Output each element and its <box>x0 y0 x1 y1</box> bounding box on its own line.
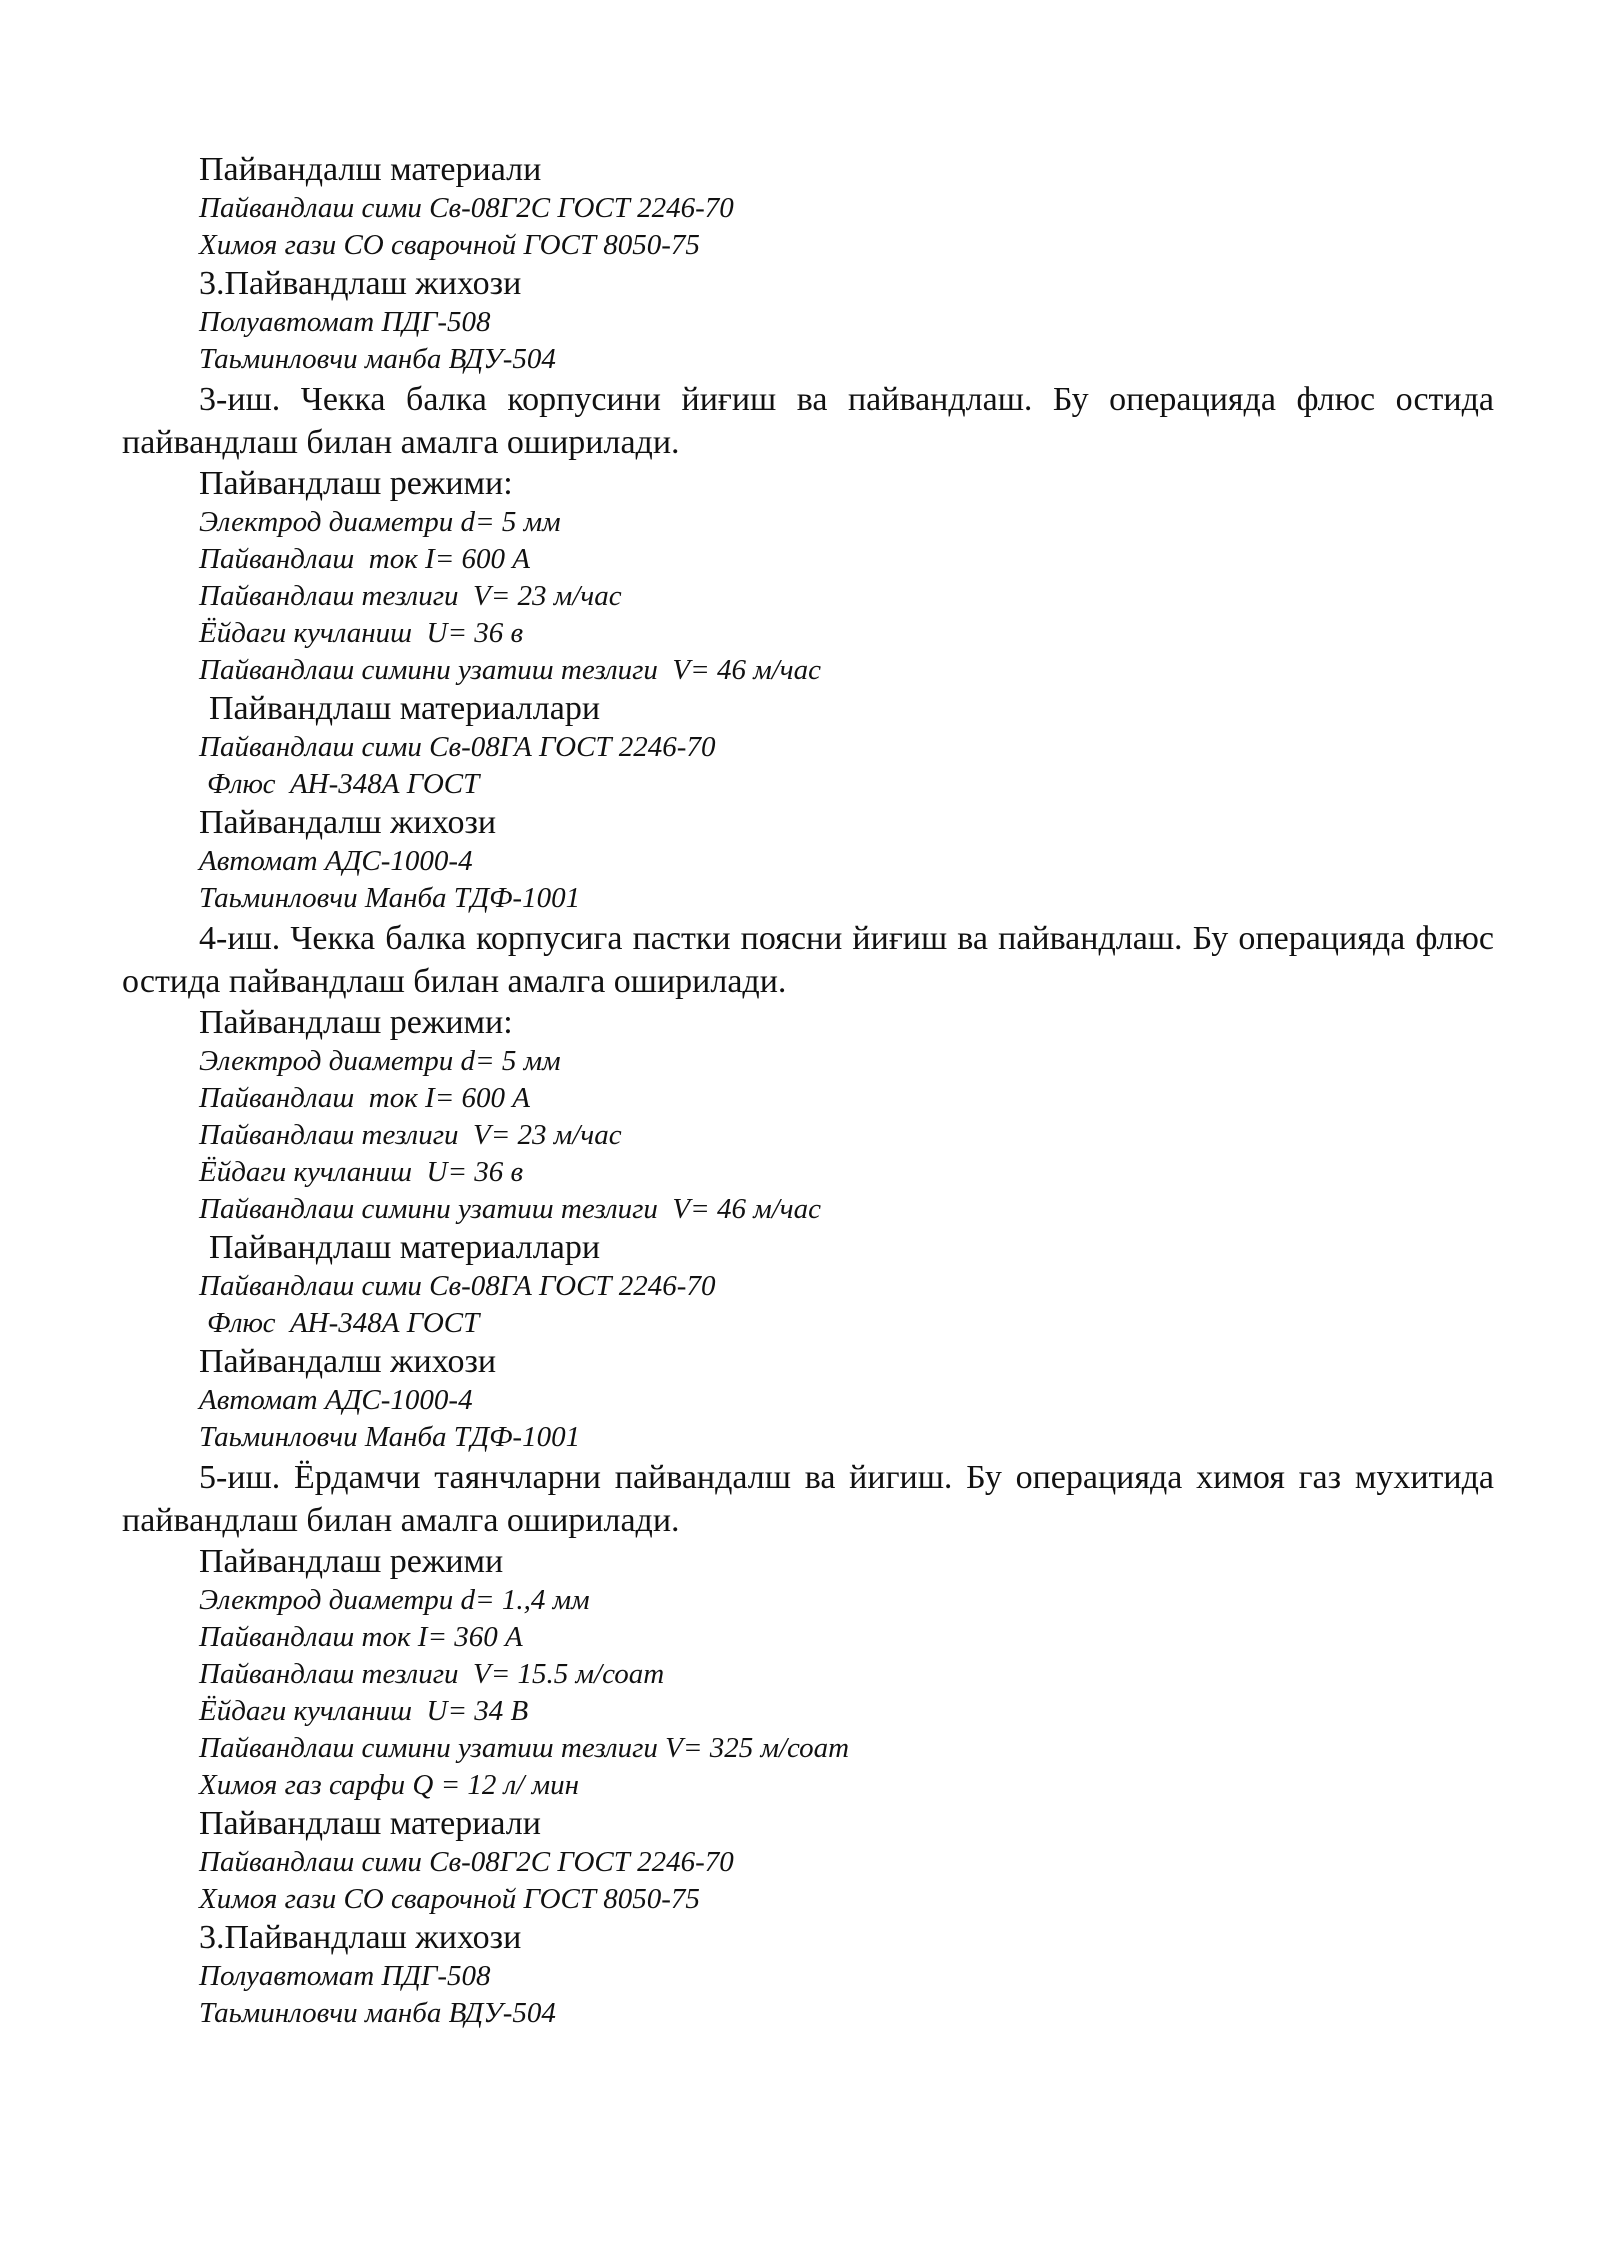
op4-equipment-item-2: Таьминловчи Манба ТДФ-1001 <box>199 1421 581 1453</box>
materials-heading: Пайвандалш материали <box>199 151 542 188</box>
op4-welding-speed: Пайвандлаш тезлиги V= 23 м/час <box>199 1119 622 1151</box>
op4-equipment-item-1: Автомат АДС-1000-4 <box>199 1384 473 1416</box>
op5-materials-heading: Пайвандлаш материали <box>199 1805 541 1842</box>
op3-equipment-item-1: Автомат АДС-1000-4 <box>199 845 473 877</box>
equipment-item-1: Полуавтомат ПДГ-508 <box>199 306 491 338</box>
op4-electrode-diameter: Электрод диаметри d= 5 мм <box>199 1045 561 1077</box>
op4-welding-current: Пайвандлаш ток I= 600 А <box>199 1082 530 1114</box>
op3-welding-speed: Пайвандлаш тезлиги V= 23 м/час <box>199 580 622 612</box>
op5-welding-current: Пайвандлаш ток I= 360 А <box>199 1621 523 1653</box>
welding-wire-line: Пайвандлаш сими Св-08Г2С ГОСТ 2246-70 <box>199 192 734 224</box>
op5-equipment-item-2: Таьминловчи манба ВДУ-504 <box>199 1997 556 2029</box>
op3-welding-wire: Пайвандлаш сими Св-08ГА ГОСТ 2246-70 <box>199 731 716 763</box>
equipment-item-2: Таьминловчи манба ВДУ-504 <box>199 343 556 375</box>
operation-4-paragraph: 4-иш. Чекка балка корпусига пастки поясни йиғиш ва пайвандлаш. Бу операцияда флюс остида пайвандлаш билан амалга оширилади. <box>122 920 1494 1000</box>
op3-welding-current: Пайвандлаш ток I= 600 А <box>199 543 530 575</box>
op5-welding-speed: Пайвандлаш тезлиги V= 15.5 м/соат <box>199 1658 665 1690</box>
op4-materials-heading: Пайвандлаш материаллари <box>209 1229 601 1266</box>
op5-arc-voltage: Ёйдаги кучланиш U= 34 В <box>199 1695 529 1727</box>
op4-welding-wire: Пайвандлаш сими Св-08ГА ГОСТ 2246-70 <box>199 1270 716 1302</box>
operation-5-paragraph: 5-иш. Ёрдамчи таянчларни пайвандалш ва йигиш. Бу операцияда химоя газ мухитида пайвандлаш билан амалга оширилади. <box>122 1459 1494 1539</box>
op4-wire-feed-speed: Пайвандлаш симини узатиш тезлиги V= 46 м/час <box>199 1193 821 1225</box>
op3-flux: Флюс АН-348А ГОСТ <box>207 768 480 800</box>
op5-mode-heading: Пайвандлаш режими <box>199 1543 504 1580</box>
op3-arc-voltage: Ёйдаги кучланиш U= 36 в <box>199 617 524 649</box>
op5-gas-flow: Химоя газ сарфи Q = 12 л/ мин <box>199 1769 580 1801</box>
op4-flux: Флюс АН-348А ГОСТ <box>207 1307 480 1339</box>
equipment-heading: 3.Пайвандлаш жихози <box>199 265 522 302</box>
op3-equipment-item-2: Таьминловчи Манба ТДФ-1001 <box>199 882 581 914</box>
op3-mode-heading: Пайвандлаш режими: <box>199 465 513 502</box>
op4-mode-heading: Пайвандлаш режими: <box>199 1004 513 1041</box>
op3-electrode-diameter: Электрод диаметри d= 5 мм <box>199 506 561 538</box>
operation-3-paragraph: 3-иш. Чекка балка корпусини йиғиш ва пайвандлаш. Бу операцияда флюс остида пайвандлаш билан амалга оширилади. <box>122 381 1494 461</box>
op5-wire-feed-speed: Пайвандлаш симини узатиш тезлиги V= 325 м/соат <box>199 1732 850 1764</box>
op4-arc-voltage: Ёйдаги кучланиш U= 36 в <box>199 1156 524 1188</box>
op3-materials-heading: Пайвандлаш материаллари <box>209 690 601 727</box>
document-page <box>122 150 1494 2032</box>
op5-equipment-heading: 3.Пайвандлаш жихози <box>199 1919 522 1956</box>
op4-equipment-heading: Пайвандалш жихози <box>199 1343 497 1380</box>
op3-equipment-heading: Пайвандалш жихози <box>199 804 497 841</box>
op5-equipment-item-1: Полуавтомат ПДГ-508 <box>199 1960 491 1992</box>
op5-electrode-diameter: Электрод диаметри d= 1.,4 мм <box>199 1584 590 1616</box>
op5-shielding-gas: Химоя гази СО сварочной ГОСТ 8050-75 <box>199 1883 700 1915</box>
op5-welding-wire: Пайвандлаш сими Св-08Г2С ГОСТ 2246-70 <box>199 1846 734 1878</box>
shielding-gas-line: Химоя гази СО сварочной ГОСТ 8050-75 <box>199 229 700 261</box>
op3-wire-feed-speed: Пайвандлаш симини узатиш тезлиги V= 46 м/час <box>199 654 821 686</box>
